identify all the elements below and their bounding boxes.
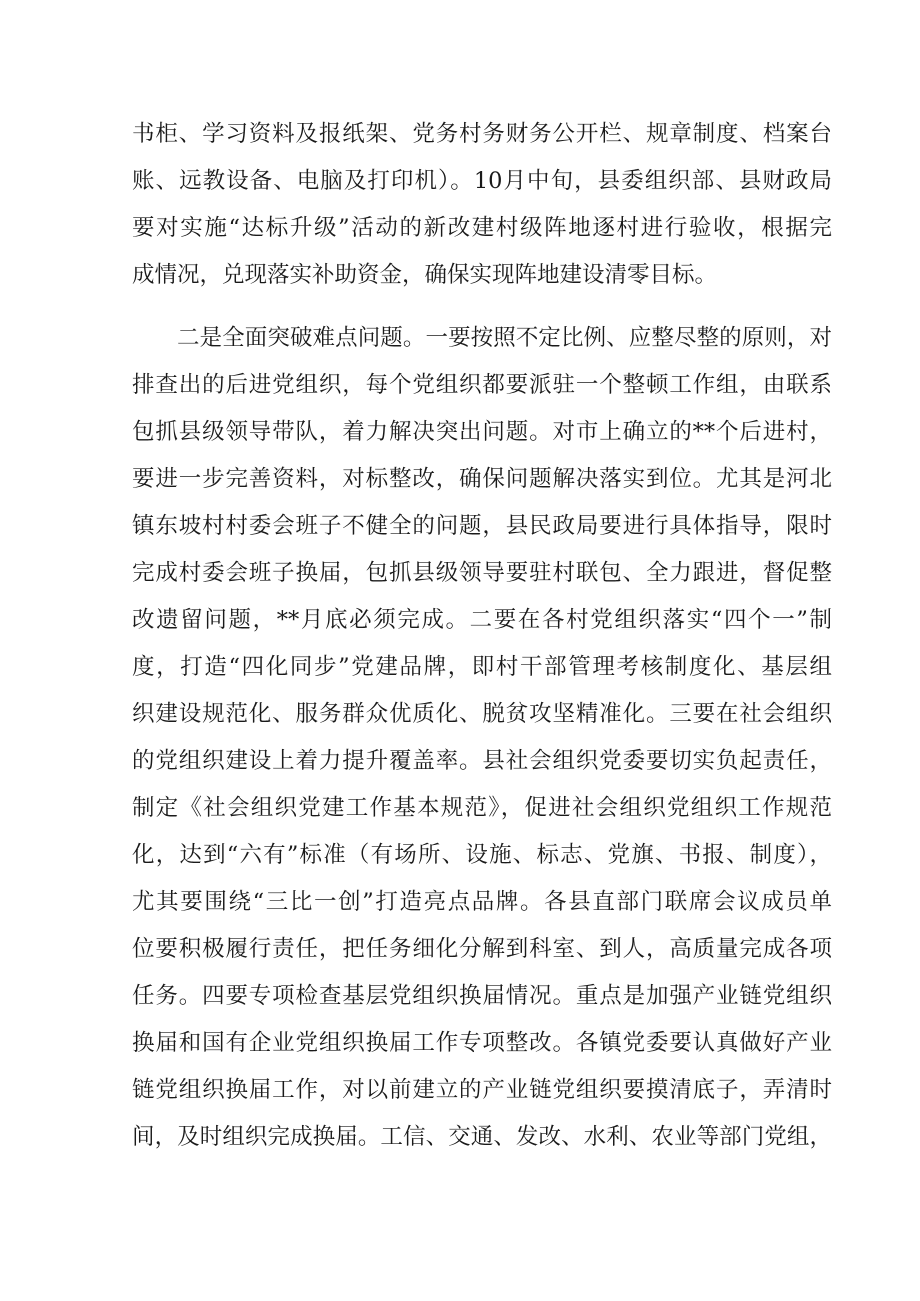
- text-line: 化，达到“六有”标准（有场所、设施、标志、党旗、书报、制度），: [132, 842, 832, 868]
- text-line: 改遗留问题，**月底必须完成。二要在各村党组织落实“四个一”制: [132, 607, 832, 633]
- text-line: 要对实施“达标升级”活动的新改建村级阵地逐村进行验收，根据完: [132, 215, 832, 241]
- text-line: 尤其要围绕“三比一创”打造亮点品牌。各县直部门联席会议成员单: [132, 889, 832, 915]
- text-line: 成情况，兑现落实补助资金，确保实现阵地建设清零目标。: [132, 262, 718, 288]
- text-line: 书柜、学习资料及报纸架、党务村务财务公开栏、规章制度、档案台: [132, 121, 832, 147]
- text-line: 镇东坡村村委会班子不健全的问题，县民政局要进行具体指导，限时: [132, 513, 832, 539]
- text-line: 织建设规范化、服务群众优质化、脱贫攻坚精准化。三要在社会组织: [132, 701, 832, 727]
- text-line: 排查出的后进党组织，每个党组织都要派驻一个整顿工作组，由联系: [132, 372, 832, 398]
- text-line: 要进一步完善资料，对标整改，确保问题解决落实到位。尤其是河北: [132, 466, 832, 492]
- text-line: 包抓县级领导带队，着力解决突出问题。对市上确立的**个后进村，: [132, 419, 832, 445]
- text-line: 链党组织换届工作，对以前建立的产业链党组织要摸清底子，弄清时: [132, 1077, 832, 1103]
- text-line: 制定《社会组织党建工作基本规范》，促进社会组织党组织工作规范: [132, 795, 832, 821]
- text-line: 账、远教设备、电脑及打印机）。10月中旬，县委组织部、县财政局: [132, 168, 832, 194]
- text-line: 的党组织建设上着力提升覆盖率。县社会组织党委要切实负起责任，: [132, 748, 832, 774]
- text-line: 换届和国有企业党组织换届工作专项整改。各镇党委要认真做好产业: [132, 1030, 832, 1056]
- text-line: 二是全面突破难点问题。一要按照不定比例、应整尽整的原则，对: [177, 325, 832, 351]
- text-line: 度，打造“四化同步”党建品牌，即村干部管理考核制度化、基层组: [132, 654, 832, 680]
- text-line: 任务。四要专项检查基层党组织换届情况。重点是加强产业链党组织: [132, 983, 832, 1009]
- text-line: 间，及时组织完成换届。工信、交通、发改、水利、农业等部门党组，: [132, 1124, 832, 1150]
- text-line: 完成村委会班子换届，包抓县级领导要驻村联包、全力跟进，督促整: [132, 560, 832, 586]
- text-line: 位要积极履行责任，把任务细化分解到科室、到人，高质量完成各项: [132, 936, 832, 962]
